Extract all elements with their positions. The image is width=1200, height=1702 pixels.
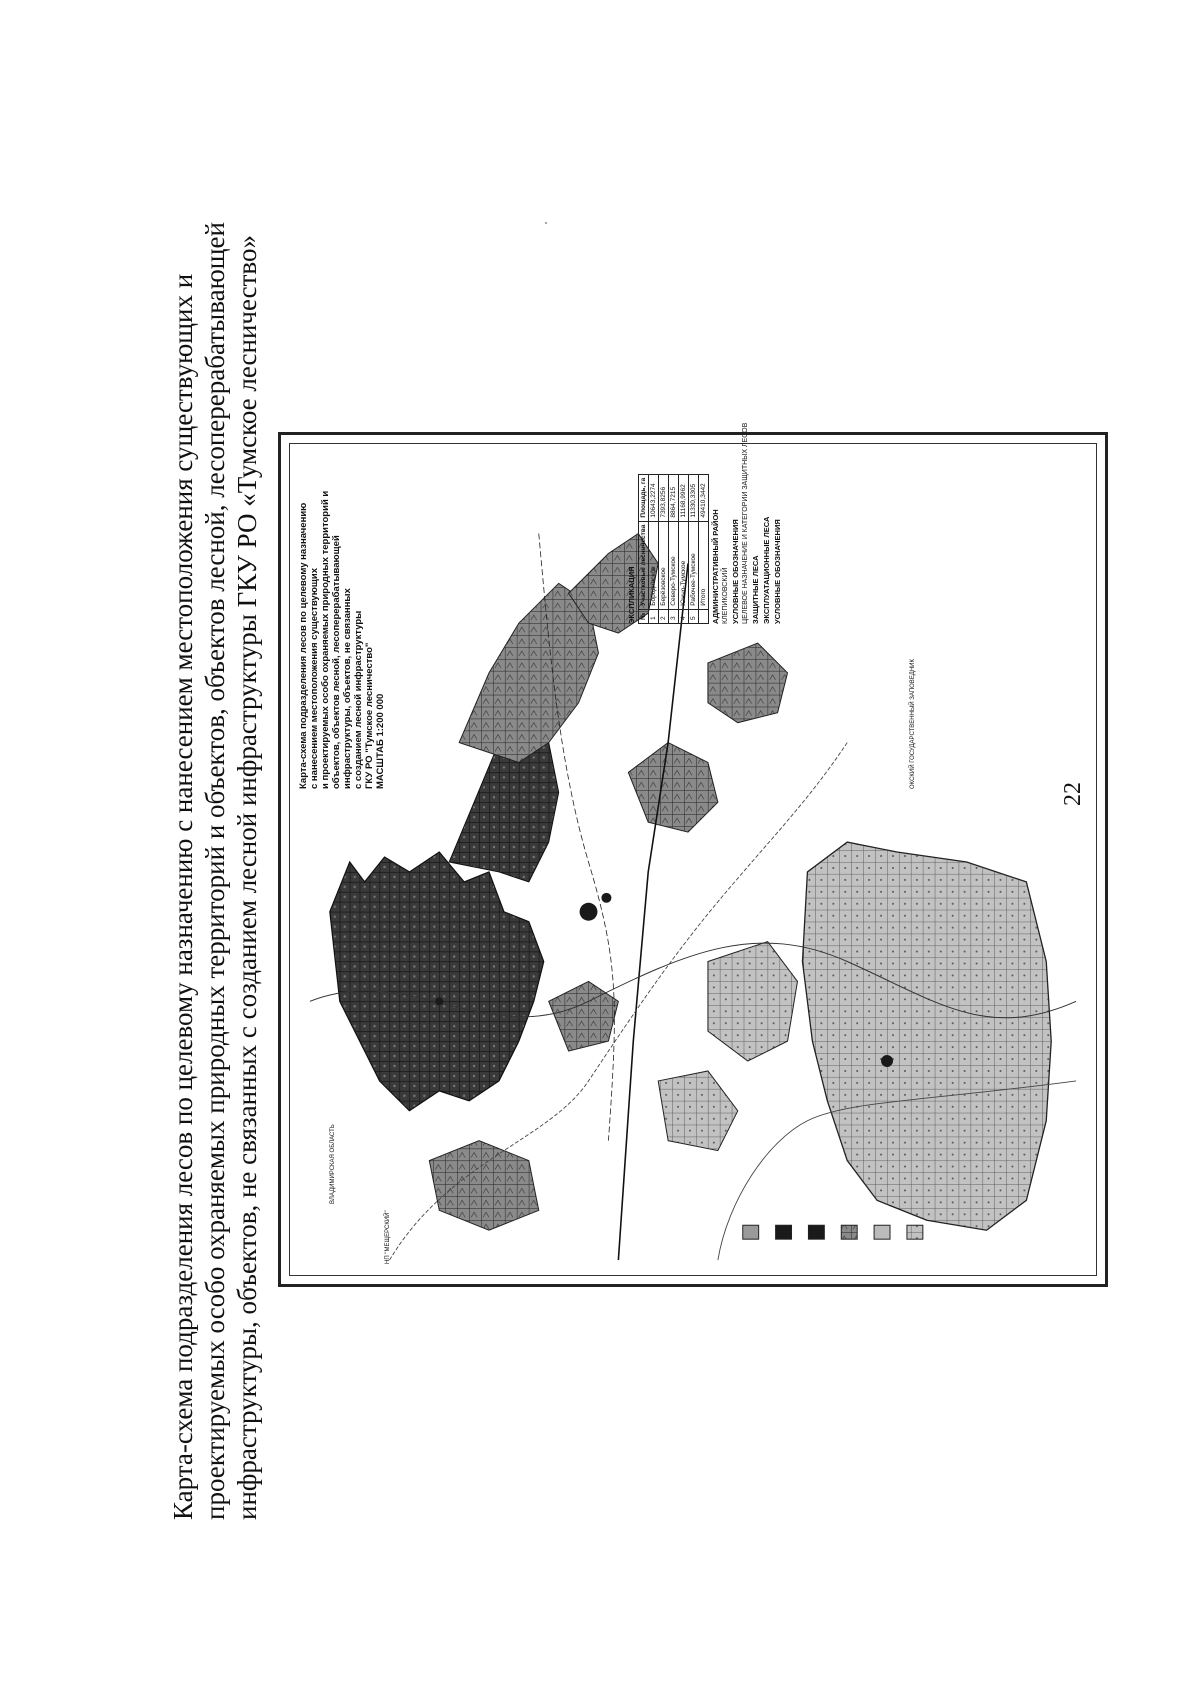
map-title-line: МАСШТАБ 1:200 000 <box>375 693 386 789</box>
reserve-area <box>802 842 1051 1230</box>
district-name: КЛЕПИКОВСКИЙ <box>722 567 729 624</box>
map-title-line: ГКУ РО "Тумское лесничество" <box>364 642 375 789</box>
explication-table <box>638 474 709 624</box>
table-row: 5 Рабочее-Тумское 11330,3305 <box>689 474 699 623</box>
col-area: Площадь, га <box>639 474 649 521</box>
caption-line-2: проектируемых особо охраняемых природных территорий и объектов, объектов лесной, лесоперерабатывающей <box>200 222 230 1520</box>
map-title-line: инфраструктуры, объектов, не связанных <box>342 588 353 789</box>
exploitation-label: ЭКСПЛУАТАЦИОННЫЕ ЛЕСА <box>762 516 771 624</box>
purpose-title: ЦЕЛЕВОЕ НАЗНАЧЕНИЕ И КАТЕГОРИИ ЗАЩИТНЫХ ЛЕСОВ <box>742 422 749 624</box>
map-title-line: с созданием лесной инфраструктуры <box>353 610 364 789</box>
forest-medium-area-6 <box>429 1141 538 1231</box>
col-no: № <box>639 609 649 623</box>
table-row: Итого 49410,3442 <box>699 474 709 623</box>
table-row: 1 Бородинское 10643,2274 <box>649 474 659 623</box>
scan-speck <box>545 222 547 224</box>
forest-medium-area-5 <box>708 643 788 723</box>
map-title-line: объектов, объектов лесной, лесоперерабатывающей <box>331 535 342 789</box>
table-row: 3 Северо-Тумское 8864,7215 <box>669 474 679 623</box>
explication-title: ЭКСПЛИКАЦИЯ <box>627 566 636 624</box>
table-row: 4 Южно-Тумское 11168,9962 <box>679 474 689 623</box>
map-title-line: Карта-схема подразделения лесов по целевому назначению <box>298 502 309 789</box>
forest-light-area <box>708 942 798 1061</box>
forest-dense-area <box>330 852 544 1111</box>
legend-swatches <box>743 1225 923 1239</box>
settlement-marker <box>435 997 443 1005</box>
district-label: АДМИНИСТРАТИВНЫЙ РАЙОН <box>711 509 720 624</box>
map-figure <box>278 422 1108 1287</box>
settlement-marker <box>580 903 598 921</box>
page-number: 22 <box>1060 782 1086 806</box>
conventions-title: УСЛОВНЫЕ ОБОЗНАЧЕНИЯ <box>731 519 740 624</box>
railway-line <box>618 563 688 1260</box>
settlement-marker <box>881 1055 893 1067</box>
forest-medium-area-3 <box>628 743 718 833</box>
protective-label: ЗАЩИТНЫЕ ЛЕСА <box>751 555 760 624</box>
caption-line-1: Карта-схема подразделения лесов по целевому назначению с нанесением местоположения существующих и <box>168 273 198 1520</box>
label-region: ВЛАДИМИРСКАЯ ОБЛАСТЬ <box>330 1124 336 1204</box>
settlement-marker <box>601 893 611 903</box>
map-title-line: и проектируемых особо охраняемых природных территорий и <box>320 490 331 789</box>
other-signs-title: УСЛОВНЫЕ ОБОЗНАЧЕНИЯ <box>773 519 782 624</box>
col-name: Участковые лесничества <box>639 521 649 609</box>
caption-line-3: инфраструктуры, объектов, не связанных с созданием лесной инфраструктуры ГКУ РО «Тумское лесничество» <box>232 235 262 1520</box>
map-title-line: с нанесением местоположения существующих <box>309 568 320 789</box>
map-inner-frame <box>289 422 1097 1276</box>
forest-light-area-2 <box>658 1071 738 1151</box>
map-legend <box>625 423 784 624</box>
table-row: 2 Берёзовское 7393,8256 <box>659 474 669 623</box>
label-np: НП "МЕЩЕРСКИЙ" <box>385 1210 391 1264</box>
map-title <box>298 491 386 789</box>
caption <box>140 170 275 1530</box>
forest-medium-area-1 <box>459 583 598 762</box>
label-zapovednik: ОКСКИЙ ГОСУДАРСТВЕННЫЙ ЗАПОВЕДНИК <box>910 659 916 789</box>
